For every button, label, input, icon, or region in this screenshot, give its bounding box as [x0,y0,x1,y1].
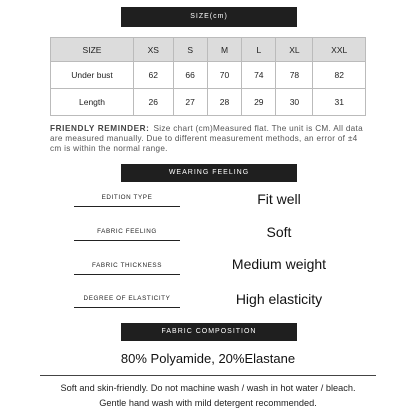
size-column-header: SIZE [51,38,134,62]
feeling-underline [74,307,180,308]
composition-section-header: FABRIC COMPOSITION [121,323,297,341]
size-column-header: XL [276,38,313,62]
feeling-value-degree-of-elasticity: High elasticity [235,291,323,307]
table-row [51,62,366,89]
table-cell: 82 [313,62,366,89]
care-instruction-line: Gentle hand wash with mild detergent recommended. [99,398,317,408]
feeling-value-fabric-thickness: Medium weight [231,256,327,272]
size-column-header: L [242,38,276,62]
feeling-label-edition-type: EDITION TYPE [101,194,153,201]
size-column-header: M [207,38,241,62]
friendly-reminder [50,124,370,154]
feeling-underline [74,206,180,207]
size-section-header: SIZE(cm) [121,7,297,27]
reminder-label: FRIENDLY REMINDER: [50,124,150,133]
table-cell: 30 [276,89,313,116]
size-column-header: XS [134,38,174,62]
size-column-header: S [173,38,207,62]
table-cell: 26 [134,89,174,116]
feeling-label-degree-of-elasticity: DEGREE OF ELASTICITY [83,295,171,302]
size-table-header-row [51,38,366,62]
fabric-composition: 80% Polyamide, 20%Elastane [120,351,296,366]
divider [40,375,376,376]
table-cell: 78 [276,62,313,89]
feeling-label-fabric-feeling: FABRIC FEELING [97,228,157,235]
table-cell: 62 [134,62,174,89]
table-cell: 27 [173,89,207,116]
table-cell: 66 [173,62,207,89]
feeling-value-edition-type: Fit well [257,191,301,207]
size-column-header: XXL [313,38,366,62]
table-cell: 70 [207,62,241,89]
row-label: Length [51,89,134,116]
wearing-section-header: WEARING FEELING [121,164,297,182]
table-cell: 74 [242,62,276,89]
feeling-underline [74,274,180,275]
reminder-text: Size chart (cm)Measured flat. The unit is CM. All data are measured manually. Due to different measurement methods, an error of ±4 cm is within the normal range. [50,124,363,153]
care-instruction-line: Soft and skin-friendly. Do not machine wash / wash in hot water / bleach. [60,383,356,393]
feeling-value-fabric-feeling: Soft [266,224,292,240]
table-cell: 31 [313,89,366,116]
table-cell: 28 [207,89,241,116]
row-label: Under bust [51,62,134,89]
feeling-label-fabric-thickness: FABRIC THICKNESS [91,262,163,269]
table-row [51,89,366,116]
size-table [50,37,366,116]
feeling-underline [74,240,180,241]
table-cell: 29 [242,89,276,116]
